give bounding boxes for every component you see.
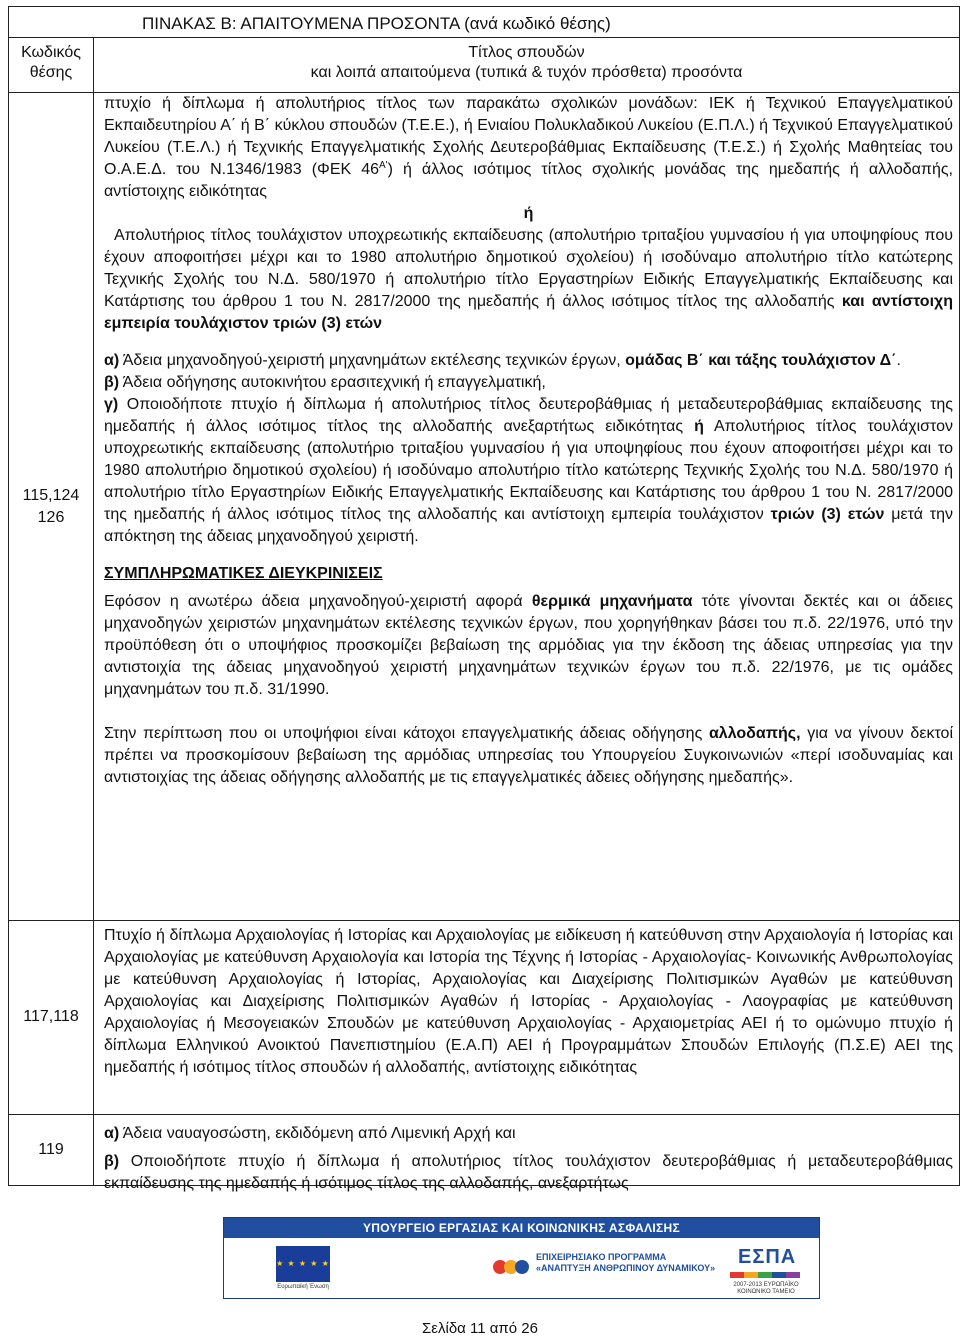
eu-flag-logo: ★ ★ ★ ★ ★ [276,1246,330,1282]
espa-caption: 2007-2013 ΕΥΡΩΠΑΪΚΟ ΚΟΙΝΩΝΙΚΟ ΤΑΜΕΙΟ [733,1282,799,1295]
row-requirements-119 [94,1114,960,1192]
requirements-table [8,6,960,1192]
row-code-115-124-126: 115,124 126 [9,93,94,921]
row-requirements-117-118 [94,921,960,1114]
espa-logo: ΕΣΠΑ [738,1246,797,1268]
eu-caption: Ευρωπαϊκή Ένωση [277,1284,329,1290]
qualification-paragraph: πτυχίο ή δίπλωμα ή απολυτήριος τίτλος των παρακάτω σχολικών μονάδων: ΙΕΚ ή Τεχνικού Επαγγελματικού Εκπαιδευτηρίου Α΄ ή Β΄ κύκλου σπουδών (Τ.Ε.Ε.), ή Ενιαίου Πολυκλαδικού Λυκείου (Ε.Π.Λ.) ή Τεχνικού Επαγγελματικού Λυκείου (Τ.Ε.Λ.) ή Τεχνικής Επαγγελματικής Σχολής Δευτεροβάθμιας Εκπαίδευσης (Τ.Ε.Σ.) ή Σχολής Μαθητείας του Ο.Α.Ε.Δ. του Ν.1346/1983 (ΦΕΚ $46^{A'}$) ή άλλος ισότιμος τίτλος σχολικής μονάδας της ημεδαπής ή αλλοδαπής, αντίστοιχης ειδικότητας [104,95,953,200]
archaeology-qualification: Πτυχίο ή δίπλωμα Αρχαιολογίας ή Ιστορίας και Αρχαιολογίας με ειδίκευση ή κατεύθυνση στην Αρχαιολογία ή Ιστορίας και Αρχαιολογίας με κατεύθυνση Αρχαιολογία και Ιστορία της Τέχνης ή Ιστορίας - Αρχαιολογίας- Κοινωνικής Ανθρωπολογίας με κατεύθυνση Αρχαιολογίας ή Ιστορίας, Αρχαιολογίας και Διαχείρισης Πολιτισμικών Αγαθών με κατεύθυνση Αρχαιολογίας και Διαχείρισης Πολιτισμικών Αγαθών ή Ιστορίας - Αρχαιολογίας - Λαογραφίας με κατεύθυνση Αρχαιολογίας ή Μεσογειακών Σπουδών με κατεύθυνση Αρχαιολογίας - Αρχαιομετρίας ΑΕΙ ή το ομώνυμο πτυχίο ή δίπλωμα Ελληνικού Ανοικτού Πανεπιστημίου (Ε.Α.Π) ΑΕΙ ή Προγραμμάτων Σπουδών Επιλογής (Π.Σ.Ε) ΑΕΙ της ημεδαπής ή ισότιμος τίτλος σπουδών ή αλλοδαπής, αντίστοιχης ειδικότητας [104,927,953,1077]
lifeguard-requirement-b: β) Οποιοδήποτε πτυχίο ή δίπλωμα ή απολυτήριος τίτλος τουλάχιστον δευτεροβάθμιας ή μεταδευτεροβάθμιας εκπαίδευσης της ημεδαπής ή ισότιμος τίτλος της αλλοδαπής, ανεξαρτήτως [104,1152,953,1192]
epan-logo [492,1254,530,1280]
header-code: Κωδικός θέσης [9,38,94,93]
or-separator: ή [523,205,534,222]
requirement-c: γ) Οποιοδήποτε πτυχίο ή δίπλωμα ή απολυτήριος τίτλος δευτεροβάθμιας ή μεταδευτεροβάθμιας εκπαίδευσης της ημεδαπής ή άλλος ισότιμος τίτλος της αλλοδαπής ανεξαρτήτως ειδικότητας ή Απολυτήριος τίτλος τουλάχιστον υποχρεωτικής εκπαίδευσης (απολυτήριο τριταξίου γυμνασίου ή για υποψηφίους που έχουν αποφοιτήσει μέχρι και το 1980 απολυτήριο δημοτικού σχολείου) ή ισοδύναμο απολυτήριο τίτλο κατώτερης Τεχνικής Σχολής του Ν.Δ. 580/1970 ή απολυτήριο τίτλο Εργαστηρίων Ειδικής Επαγγελματικής Εκπαίδευσης και Κατάρτισης του άρθρου 1 του Ν. 2817/2000 της ημεδαπής ή άλλος ισότιμος τίτλος της αλλοδαπής και αντίστοιχη εμπειρία τουλάχιστον τριών (3) ετών μετά την απόκτηση της άδειας μηχανοδηγού χειριστή. [104,396,954,545]
header-description: Τίτλος σπουδών και λοιπά απαιτούμενα (τυπικά & τυχόν πρόσθετα) προσόντα [94,38,960,93]
requirement-a: α) Άδεια μηχανοδηγού-χειριστή μηχανημάτων εκτέλεσης τεχνικών έργων, ομάδας Β΄ και τάξης τουλάχιστον Δ΄. [104,352,901,369]
notes-paragraph-2: Στην περίπτωση που οι υποψήφιοι είναι κάτοχοι επαγγελματικής άδειας οδήγησης αλλοδαπής, για να γίνουν δεκτοί πρέπει να προσκομίσουν βεβαίωση της αρμόδιας υπηρεσίας του Υπουργείου Συγκοινωνιών «περί ισοδυναμίας και αντιστοιχίας της άδειας οδήγησης αλλοδαπής με τις επαγγελματικές άδειες οδήγησης ημεδαπής». [104,725,954,786]
requirement-b: β) Άδεια οδήγησης αυτοκινήτου ερασιτεχνική ή επαγγελματική, [104,374,546,391]
notes-heading: ΣΥΜΠΛΗΡΩΜΑΤΙΚΕΣ ΔΙΕΥΚΡΙΝΙΣΕΙΣ [104,565,383,582]
epan-title: ΕΠΙΧΕΙΡΗΣΙΑΚΟ ΠΡΟΓΡΑΜΜΑ «ΑΝΑΠΤΥΞΗ ΑΝΘΡΩΠΙΝΟΥ ΔΥΝΑΜΙΚΟΥ» [536,1252,716,1273]
notes-paragraph-1: Εφόσον η ανωτέρω άδεια μηχανοδηγού-χειριστή αφορά θερμικά μηχανήματα τότε γίνονται δεκτές και οι άδειες μηχανοδηγών χειριστών μηχανημάτων εκτέλεσης τεχνικών έργων, που χορηγήθηκαν βάσει του π.δ. 22/1976, υπό την προϋπόθεση ότι ο υποψήφιος προσκομίζει βεβαίωση της αρμόδιας για την έκδοση της άδειας υπηρεσίας για την αντιστοιχία της άδειας μηχανοδηγού χειριστή μηχανημάτων τεχνικών έργων του π.δ. 22/1976, με τις ομάδες μηχανημάτων του π.δ. 31/1990. [104,593,954,698]
lifeguard-requirement-a: α) Άδεια ναυαγοσώστη, εκδιδόμενη από Λιμενική Αρχή και [104,1124,516,1142]
row-requirements-115-124-126 [94,93,960,921]
row-code-117-118: 117,118 [9,921,94,1114]
ministry-label: ΥΠΟΥΡΓΕΙΟ ΕΡΓΑΣΙΑΣ ΚΑΙ ΚΟΙΝΩΝΙΚΗΣ ΑΣΦΑΛΙΣΗΣ [224,1218,819,1238]
funding-banner [223,1217,820,1299]
row-code-119: 119 [9,1114,94,1185]
table-title: ΠΙΝΑΚΑΣ Β: ΑΠΑΙΤΟΥΜΕΝΑ ΠΡΟΣΟΝΤΑ (ανά κωδικό θέσης) [9,7,960,38]
alternative-qualification: Απολυτήριος τίτλος τουλάχιστον υποχρεωτικής εκπαίδευσης (απολυτήριο τριταξίου γυμνασίου ή για υποψηφίους που έχουν αποφοιτήσει μέχρι και το 1980 απολυτήριο δημοτικού σχολείου) ή ισοδύναμο απολυτήριο τίτλο κατώτερης Τεχνικής Σχολής του Ν.Δ. 580/1970 ή απολυτήριο τίτλο Εργαστηρίων Ειδικής Επαγγελματικής Εκπαίδευσης και Κατάρτισης του άρθρου 1 του Ν. 2817/2000 της ημεδαπής ή άλλος ισότιμος τίτλος της αλλοδαπής και αντίστοιχη εμπειρία τουλάχιστον τριών (3) ετών [104,227,954,332]
page-number: Σελίδα 11 από 26 [422,1320,538,1337]
espa-color-bar [730,1272,800,1278]
